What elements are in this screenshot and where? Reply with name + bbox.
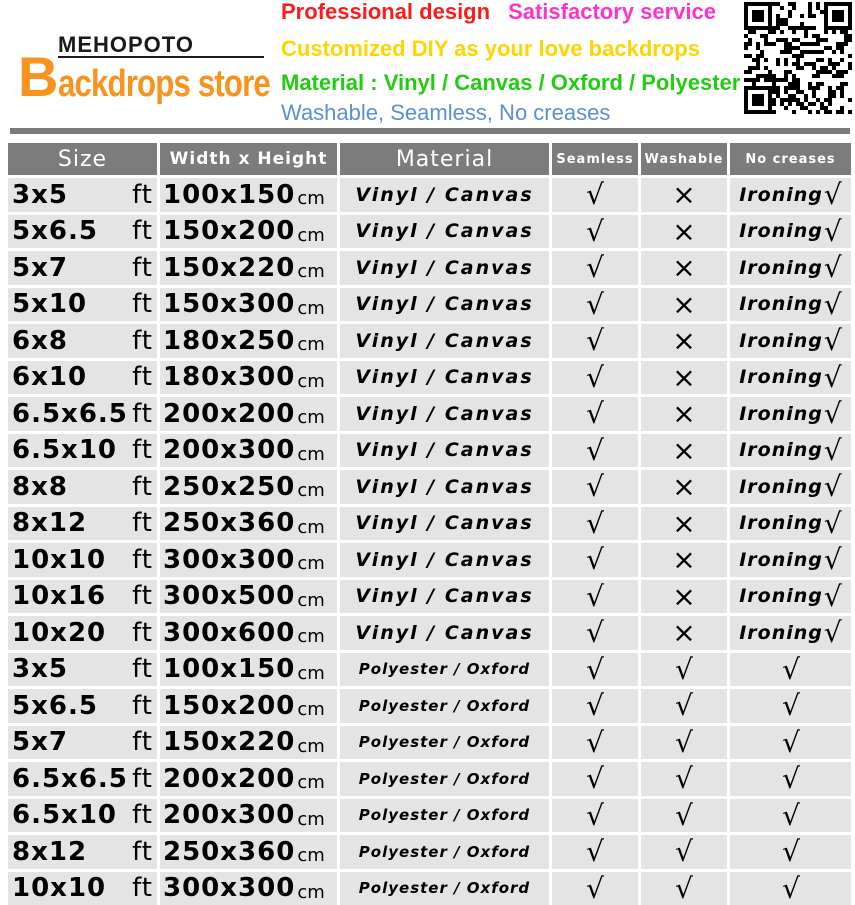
ironing-label: Ironing [739, 330, 823, 352]
dimension-cell [160, 324, 340, 358]
no-creases-cell [730, 324, 851, 358]
no-creases-cell [730, 215, 851, 249]
seamless-mark: √ [552, 872, 641, 905]
size-unit: ft [132, 435, 153, 465]
dimension-unit: cm [297, 261, 324, 282]
washable-mark: √ [641, 799, 730, 833]
dimension-value: 200x200 [163, 399, 295, 429]
seamless-mark: √ [552, 507, 641, 541]
size-cell [8, 616, 160, 650]
header-size: Size [8, 143, 160, 175]
dimension-cell [160, 215, 340, 249]
no-creases-cell [730, 361, 851, 395]
dimension-cell [160, 689, 340, 723]
dimension-cell [160, 178, 340, 212]
dimension-unit: cm [297, 626, 324, 647]
washable-mark: × [641, 434, 730, 468]
size-unit: ft [132, 691, 153, 721]
ironing-label: Ironing [739, 184, 823, 206]
size-value: 5x6.5 [12, 691, 98, 721]
material-cell: Polyester / Oxford [340, 653, 552, 687]
washable-mark: × [641, 397, 730, 431]
material-cell: Vinyl / Canvas [340, 616, 552, 650]
no-creases-mark: √ [824, 580, 842, 613]
size-unit: ft [132, 873, 153, 903]
dimension-unit: cm [297, 553, 324, 574]
dimension-value: 180x250 [163, 326, 295, 356]
no-creases-mark: √ [782, 762, 800, 795]
ironing-label: Ironing [739, 439, 823, 461]
table-row [8, 650, 851, 687]
dimension-unit: cm [297, 663, 324, 684]
no-creases-mark: √ [824, 543, 842, 576]
size-unit: ft [132, 618, 153, 648]
no-creases-mark: √ [782, 799, 800, 832]
dimension-unit: cm [297, 845, 324, 866]
washable-mark: × [641, 580, 730, 614]
washable-mark: √ [641, 689, 730, 723]
size-unit: ft [132, 180, 153, 210]
no-creases-mark: √ [824, 470, 842, 503]
size-cell [8, 689, 160, 723]
size-unit: ft [132, 472, 153, 502]
dimension-value: 300x300 [163, 873, 295, 903]
no-creases-cell [730, 178, 851, 212]
header-washable: Washable [641, 143, 730, 175]
table-row [8, 467, 851, 504]
size-value: 6x10 [12, 362, 87, 392]
dimension-unit: cm [297, 699, 324, 720]
logo-initial: B [18, 45, 58, 108]
header-material: Material [340, 143, 552, 175]
header-seamless: Seamless [552, 143, 641, 175]
material-cell: Polyester / Oxford [340, 799, 552, 833]
dimension-unit: cm [297, 480, 324, 501]
seamless-mark: √ [552, 543, 641, 577]
size-value: 10x10 [12, 545, 106, 575]
material-cell: Vinyl / Canvas [340, 251, 552, 285]
dimension-unit: cm [297, 407, 324, 428]
ironing-label: Ironing [739, 549, 823, 571]
size-cell [8, 288, 160, 322]
material-cell: Vinyl / Canvas [340, 507, 552, 541]
table-row [8, 832, 851, 869]
seamless-mark: √ [552, 324, 641, 358]
no-creases-cell [730, 507, 851, 541]
size-value: 5x6.5 [12, 216, 98, 246]
table-row [8, 869, 851, 905]
table-header [8, 143, 851, 175]
dimension-unit: cm [297, 225, 324, 246]
dimension-cell [160, 288, 340, 322]
material-cell: Polyester / Oxford [340, 689, 552, 723]
no-creases-cell [730, 616, 851, 650]
size-unit: ft [132, 289, 153, 319]
size-value: 10x16 [12, 581, 106, 611]
dimension-cell [160, 470, 340, 504]
size-unit: ft [132, 362, 153, 392]
table-row [8, 504, 851, 541]
size-cell [8, 653, 160, 687]
ironing-label: Ironing [739, 585, 823, 607]
seamless-mark: √ [552, 434, 641, 468]
table-body [8, 175, 851, 905]
dimension-unit: cm [297, 809, 324, 830]
dimension-unit: cm [297, 334, 324, 355]
no-creases-cell [730, 288, 851, 322]
washable-mark: √ [641, 872, 730, 905]
ironing-label: Ironing [739, 220, 823, 242]
no-creases-cell [730, 835, 851, 869]
dimension-value: 250x250 [163, 472, 295, 502]
size-cell [8, 397, 160, 431]
size-value: 5x7 [12, 253, 68, 283]
table-row [8, 613, 851, 650]
no-creases-cell [730, 543, 851, 577]
table-row [8, 431, 851, 468]
seamless-mark: √ [552, 361, 641, 395]
dimension-unit: cm [297, 590, 324, 611]
size-value: 8x8 [12, 472, 68, 502]
no-creases-mark: √ [782, 872, 800, 905]
material-cell: Polyester / Oxford [340, 762, 552, 796]
dimension-cell [160, 580, 340, 614]
tagline-row-1 [281, 0, 716, 24]
no-creases-mark: √ [782, 653, 800, 686]
material-cell: Polyester / Oxford [340, 872, 552, 905]
seamless-mark: √ [552, 580, 641, 614]
dimension-value: 150x200 [163, 691, 295, 721]
logo-rest: ackdrops store [58, 59, 270, 109]
no-creases-mark: √ [782, 726, 800, 759]
no-creases-mark: √ [824, 215, 842, 248]
material-cell: Vinyl / Canvas [340, 178, 552, 212]
no-creases-cell [730, 762, 851, 796]
tag-features: Washable, Seamless, No creases [281, 100, 610, 126]
no-creases-cell [730, 251, 851, 285]
dimension-value: 250x360 [163, 508, 295, 538]
dimension-cell [160, 434, 340, 468]
no-creases-cell [730, 726, 851, 760]
size-unit: ft [132, 399, 153, 429]
size-cell [8, 799, 160, 833]
dimension-value: 100x150 [163, 180, 295, 210]
size-unit: ft [132, 727, 153, 757]
dimension-unit: cm [297, 517, 324, 538]
dimension-unit: cm [297, 298, 324, 319]
table-row [8, 285, 851, 322]
no-creases-cell [730, 689, 851, 723]
dimension-value: 150x220 [163, 727, 295, 757]
dimension-cell [160, 799, 340, 833]
table-row [8, 394, 851, 431]
no-creases-mark: √ [824, 324, 842, 357]
no-creases-mark: √ [824, 507, 842, 540]
no-creases-cell [730, 872, 851, 905]
dimension-value: 180x300 [163, 362, 295, 392]
dimension-cell [160, 361, 340, 395]
no-creases-cell [730, 470, 851, 504]
size-value: 8x12 [12, 508, 87, 538]
size-value: 5x7 [12, 727, 68, 757]
header-divider [10, 128, 850, 134]
washable-mark: × [641, 543, 730, 577]
washable-mark: × [641, 215, 730, 249]
seamless-mark: √ [552, 215, 641, 249]
dimension-cell [160, 397, 340, 431]
size-cell [8, 470, 160, 504]
logo-store-text [18, 52, 317, 117]
ironing-label: Ironing [739, 293, 823, 315]
no-creases-cell [730, 580, 851, 614]
size-cell [8, 507, 160, 541]
no-creases-cell [730, 799, 851, 833]
washable-mark: × [641, 324, 730, 358]
size-table [8, 143, 851, 905]
dimension-unit: cm [297, 371, 324, 392]
table-row [8, 723, 851, 760]
material-cell: Polyester / Oxford [340, 726, 552, 760]
tag-service: Satisfactory service [508, 0, 716, 24]
dimension-cell [160, 507, 340, 541]
seamless-mark: √ [552, 178, 641, 212]
size-value: 5x10 [12, 289, 87, 319]
dimension-cell [160, 543, 340, 577]
size-value: 8x12 [12, 837, 87, 867]
no-creases-mark: √ [782, 835, 800, 868]
washable-mark: √ [641, 762, 730, 796]
logo-brand-name: MEHOPOTO [58, 34, 264, 58]
size-cell [8, 178, 160, 212]
no-creases-mark: √ [824, 434, 842, 467]
no-creases-mark: √ [824, 397, 842, 430]
seamless-mark: √ [552, 762, 641, 796]
table-row [8, 686, 851, 723]
seamless-mark: √ [552, 835, 641, 869]
size-unit: ft [132, 581, 153, 611]
washable-mark: × [641, 470, 730, 504]
size-value: 3x5 [12, 654, 68, 684]
seamless-mark: √ [552, 288, 641, 322]
tag-professional: Professional design [281, 0, 490, 24]
size-cell [8, 215, 160, 249]
dimension-unit: cm [297, 736, 324, 757]
size-cell [8, 361, 160, 395]
dimension-value: 300x500 [163, 581, 295, 611]
dimension-value: 300x600 [163, 618, 295, 648]
dimension-cell [160, 251, 340, 285]
seamless-mark: √ [552, 726, 641, 760]
size-value: 6.5x6.5 [12, 399, 128, 429]
dimension-cell [160, 726, 340, 760]
tag-diy: Customized DIY as your love backdrops [281, 36, 700, 62]
table-row [8, 540, 851, 577]
table-row [8, 212, 851, 249]
no-creases-cell [730, 434, 851, 468]
dimension-value: 200x200 [163, 764, 295, 794]
washable-mark: × [641, 288, 730, 322]
size-cell [8, 726, 160, 760]
table-row [8, 759, 851, 796]
size-cell [8, 580, 160, 614]
material-cell: Vinyl / Canvas [340, 361, 552, 395]
table-row [8, 321, 851, 358]
dimension-value: 300x300 [163, 545, 295, 575]
no-creases-cell [730, 397, 851, 431]
dimension-cell [160, 835, 340, 869]
size-value: 6x8 [12, 326, 68, 356]
size-unit: ft [132, 216, 153, 246]
material-cell: Vinyl / Canvas [340, 543, 552, 577]
ironing-label: Ironing [739, 476, 823, 498]
no-creases-mark: √ [824, 616, 842, 649]
size-unit: ft [132, 545, 153, 575]
brand-logo [18, 34, 266, 104]
size-unit: ft [132, 253, 153, 283]
seamless-mark: √ [552, 653, 641, 687]
dimension-value: 150x300 [163, 289, 295, 319]
table-row [8, 577, 851, 614]
dimension-value: 200x300 [163, 435, 295, 465]
size-value: 6.5x10 [12, 435, 117, 465]
size-unit: ft [132, 837, 153, 867]
size-value: 10x20 [12, 618, 106, 648]
table-row [8, 175, 851, 212]
no-creases-mark: √ [824, 361, 842, 394]
size-cell [8, 434, 160, 468]
material-cell: Vinyl / Canvas [340, 434, 552, 468]
material-cell: Vinyl / Canvas [340, 580, 552, 614]
seamless-mark: √ [552, 470, 641, 504]
size-unit: ft [132, 764, 153, 794]
no-creases-cell [730, 653, 851, 687]
header-no-creases: No creases [730, 143, 851, 175]
material-cell: Polyester / Oxford [340, 835, 552, 869]
table-row [8, 248, 851, 285]
dimension-cell [160, 616, 340, 650]
dimension-cell [160, 872, 340, 905]
ironing-label: Ironing [739, 512, 823, 534]
washable-mark: × [641, 616, 730, 650]
size-value: 10x10 [12, 873, 106, 903]
seamless-mark: √ [552, 251, 641, 285]
dimension-value: 200x300 [163, 800, 295, 830]
dimension-unit: cm [297, 882, 324, 903]
dimension-cell [160, 653, 340, 687]
washable-mark: √ [641, 835, 730, 869]
washable-mark: √ [641, 653, 730, 687]
ironing-label: Ironing [739, 257, 823, 279]
seamless-mark: √ [552, 689, 641, 723]
dimension-unit: cm [297, 188, 324, 209]
seamless-mark: √ [552, 397, 641, 431]
size-unit: ft [132, 326, 153, 356]
dimension-value: 250x360 [163, 837, 295, 867]
table-row [8, 358, 851, 395]
no-creases-mark: √ [782, 689, 800, 722]
washable-mark: × [641, 251, 730, 285]
size-cell [8, 835, 160, 869]
washable-mark: × [641, 178, 730, 212]
seamless-mark: √ [552, 616, 641, 650]
header-width-height: Width x Height [160, 143, 340, 175]
size-unit: ft [132, 800, 153, 830]
no-creases-mark: √ [824, 178, 842, 211]
ironing-label: Ironing [739, 366, 823, 388]
size-value: 6.5x10 [12, 800, 117, 830]
dimension-unit: cm [297, 444, 324, 465]
size-value: 3x5 [12, 180, 68, 210]
size-cell [8, 251, 160, 285]
size-cell [8, 762, 160, 796]
material-cell: Vinyl / Canvas [340, 397, 552, 431]
ironing-label: Ironing [739, 403, 823, 425]
dimension-cell [160, 762, 340, 796]
dimension-value: 150x200 [163, 216, 295, 246]
table-row [8, 796, 851, 833]
seamless-mark: √ [552, 799, 641, 833]
size-cell [8, 872, 160, 905]
qr-code-icon [744, 2, 852, 114]
size-unit: ft [132, 508, 153, 538]
size-value: 6.5x6.5 [12, 764, 128, 794]
dimension-value: 150x220 [163, 253, 295, 283]
dimension-unit: cm [297, 772, 324, 793]
no-creases-mark: √ [824, 288, 842, 321]
washable-mark: × [641, 507, 730, 541]
ironing-label: Ironing [739, 622, 823, 644]
washable-mark: × [641, 361, 730, 395]
size-cell [8, 543, 160, 577]
material-cell: Vinyl / Canvas [340, 470, 552, 504]
tag-material: Material : Vinyl / Canvas / Oxford / Polyester [281, 70, 740, 96]
washable-mark: √ [641, 726, 730, 760]
size-cell [8, 324, 160, 358]
material-cell: Vinyl / Canvas [340, 288, 552, 322]
size-unit: ft [132, 654, 153, 684]
material-cell: Vinyl / Canvas [340, 215, 552, 249]
dimension-value: 100x150 [163, 654, 295, 684]
material-cell: Vinyl / Canvas [340, 324, 552, 358]
no-creases-mark: √ [824, 251, 842, 284]
